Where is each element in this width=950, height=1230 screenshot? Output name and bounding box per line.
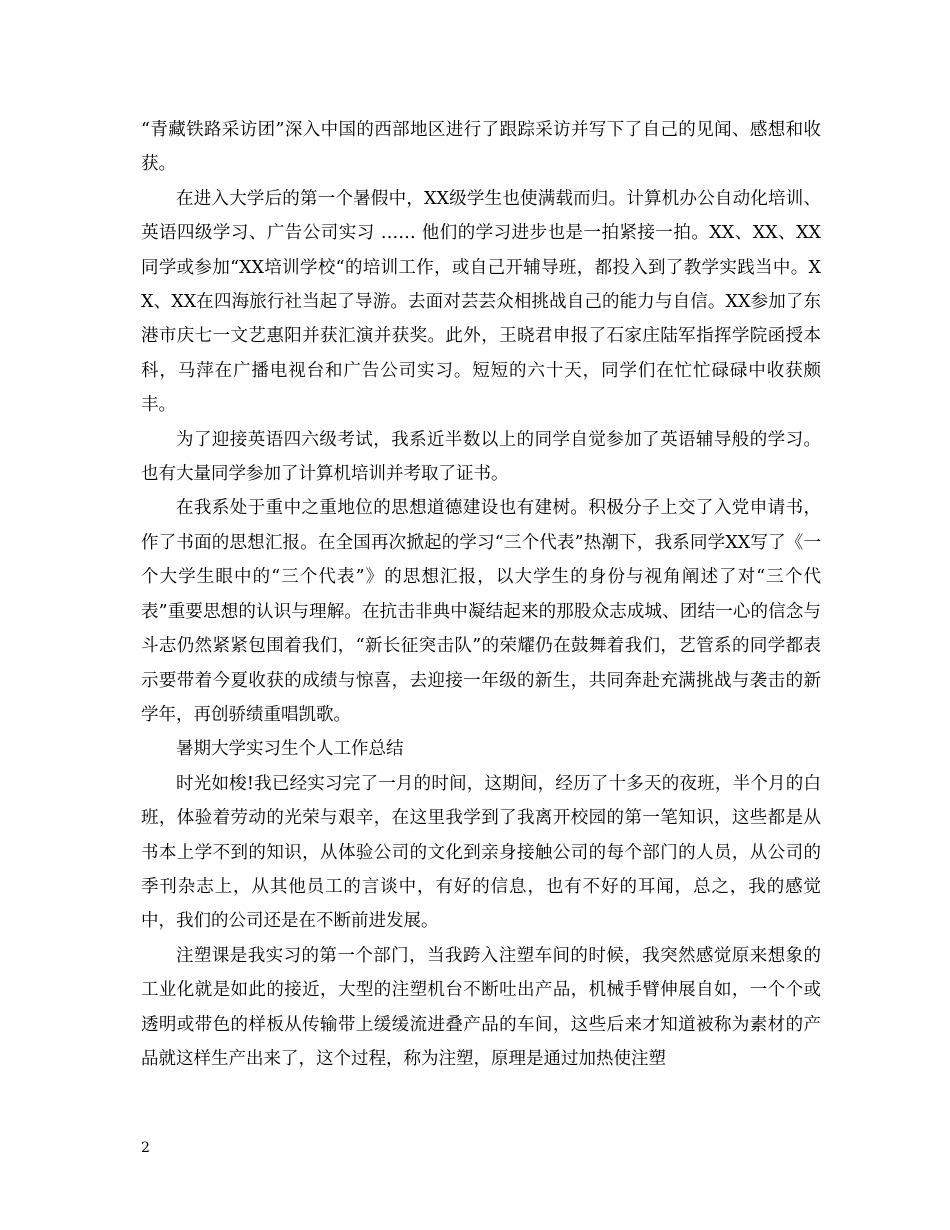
paragraph-2: 在进入大学后的第一个暑假中，XX级学生也使满载而归。计算机办公自动化培训、英语四级学习、广告公司实习 …… 他们的学习进步也是一拍紧接一拍。XX、XX、XX同学或参加“XX培训学校“的培训工作，或自己开辅导班，都投入到了教学实践当中。XX、XX在四海旅行社当起了导游。去面对芸芸众相挑战自己的能力与自信。XX参加了东港市庆七一文艺惠阳并获汇演并获奖。此外，王晓君申报了石家庄陆军指挥学院函授本科，马萍在广播电视台和广告公司实习。短短的六十天，同学们在忙忙碌碌中收获颇丰。 (141, 188, 821, 416)
section-heading: 暑期大学实习生个人工作总结 (176, 739, 404, 760)
paragraph-5: 时光如梭!我已经实习完了一月的时间，这期间，经历了十多天的夜班，半个月的白班，体验着劳动的光荣与艰辛，在这里我学到了我离开校园的第一笔知识，这些都是从书本上学不到的知识，从体验公司的文化到亲身接触公司的每个部门的人员，从公司的季刊杂志上，从其他员工的言谈中，有好的信息，也有不好的耳闻，总之，我的感觉中，我们的公司还是在不断前进发展。 (141, 773, 821, 932)
paragraph-6: 注塑课是我实习的第一个部门，当我跨入注塑车间的时候，我突然感觉原来想象的工业化就是如此的接近，大型的注塑机台不断吐出产品，机械手臂伸展自如，一个个或透明或带色的样板从传输带上缓缓流进叠产品的车间，这些后来才知道被称为素材的产品就这样生产出来了，这个过程，称为注塑，原理是通过加热使注塑 (141, 945, 821, 1069)
paragraph-4: 在我系处于重中之重地位的思想道德建设也有建树。积极分子上交了入党申请书，作了书面的思想汇报。在全国再次掀起的学习“三个代表”热潮下，我系同学XX写了《一个大学生眼中的“三个代表”》的思想汇报，以大学生的身份与视角阐述了对“三个代表”重要思想的认识与理解。在抗击非典中凝结起来的那股众志成城、团结一心的信念与斗志仍然紧紧包围着我们，“新长征突击队”的荣耀仍在鼓舞着我们，艺管系的同学都表示要带着今夏收获的成绩与惊喜，去迎接一年级的新生，共同奔赴充满挑战与袭击的新学年，再创骄绩重唱凯歌。 (141, 498, 821, 725)
paragraph-1: “青藏铁路采访团”深入中国的西部地区进行了跟踪采访并写下了自己的见闻、感想和收获。 (141, 120, 821, 175)
document-body (141, 113, 821, 1076)
page-number: 2 (141, 1140, 150, 1156)
paragraph-3: 为了迎接英语四六级考试，我系近半数以上的同学自觉参加了英语辅导般的学习。也有大量同学参加了计算机培训并考取了证书。 (141, 429, 821, 485)
